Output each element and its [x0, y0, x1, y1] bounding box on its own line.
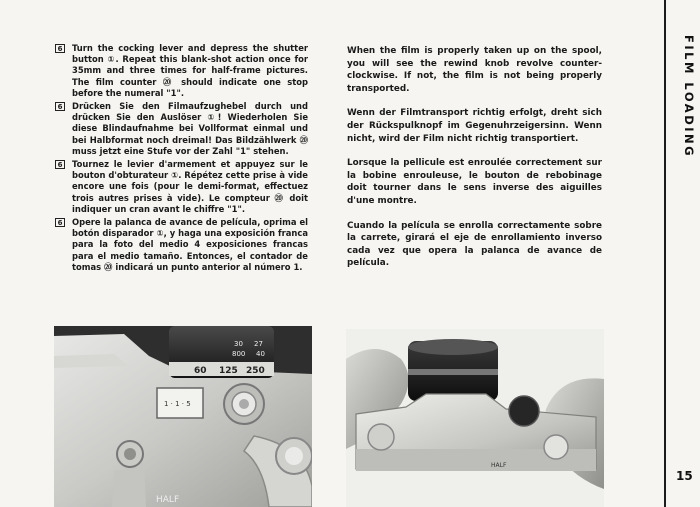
step-number-icon: 6: [55, 160, 65, 169]
step-french: [55, 159, 308, 215]
speed-125: 125: [219, 366, 238, 376]
step-spanish: [55, 217, 308, 273]
page-number: 15: [676, 469, 693, 483]
step-number-icon: 6: [55, 218, 65, 227]
camera-hands-photo: [346, 329, 604, 507]
note-spanish: Cuando la película se enrolla correctamente sobre la carrete, girará el eje de enrollamiento inverso cada vez que opera la palanca de avance de película.: [347, 220, 602, 269]
step-number-icon: 6: [55, 102, 65, 111]
dial-mark-40: 40: [256, 350, 265, 358]
step-text: Opere la palanca de avance de película, oprima el botón disparador ①, y haga una exposición franca para la foto del medio 4 exposiciones francas para el medio tamaño. Entonces, el contador de tomas ⑳ indicará un punto anterior al número 1.: [72, 217, 308, 272]
step-german: [55, 101, 308, 157]
half-label: HALF: [156, 495, 180, 505]
instruction-steps: [55, 43, 308, 275]
note-french: Lorsque la pellicule est enroulée correctement sur la bobine enrouleuse, le bouton de rebobinage doit tourner dans le sens inverse des aiguilles d'une montre.: [347, 158, 602, 206]
camera-hands-illustration: [346, 329, 604, 507]
note-english: When the film is properly taken up on the spool, you will see the rewind knob revolve counter-clockwise. If not, the film is not being properly transported.: [347, 46, 602, 94]
camera-top-illustration: [54, 326, 312, 507]
page-spine-rule: [664, 0, 666, 507]
meter-scale: 1 · 1 · 5: [164, 400, 191, 408]
step-text: Tournez le levier d'armement et appuyez sur le bouton d'obturateur ①. Répétez cette prise à vide encore une fois (pour le demi-format, effectuez trois autres prises à vide). Le compteur ⑳ doit indiquer un cran avant le chiffre "1".: [72, 159, 308, 214]
dial-mark-30: 30: [234, 340, 243, 348]
camera-top-photo: [54, 326, 312, 507]
step-text: Turn the cocking lever and depress the shutter button ①. Repeat this blank-shot action once for 35mm and three times for half-frame pictures. The film counter ⑳ should indicate one stop before the numeral "1".: [72, 43, 308, 98]
dial-mark-27: 27: [254, 340, 263, 348]
step-text: Drücken Sie den Filmaufzughebel durch und drücken Sie den Auslöser ①! Wiederholen Sie diese Blindaufnahme bei Vollformat einmal und bei Halbformat noch dreimal! Das Bildzählwerk ⑳ muss jetzt eine Stufe vor der Zahl "1" stehen.: [72, 101, 308, 156]
step-number-icon: 6: [55, 44, 65, 53]
section-title: FILM LOADING: [682, 35, 696, 159]
speed-60: 60: [194, 366, 207, 376]
film-transport-notes: [347, 45, 602, 282]
speed-250: 250: [246, 366, 265, 376]
step-english: [55, 43, 308, 99]
half-label: HALF: [491, 462, 507, 469]
dial-mark-800: 800: [232, 350, 246, 358]
note-german: Wenn der Filmtransport richtig erfolgt, dreht sich der Rückspulknopf im Gegenuhrzeigersinn. Wenn nicht, wird der Film nicht richtig transportiert.: [347, 108, 602, 144]
